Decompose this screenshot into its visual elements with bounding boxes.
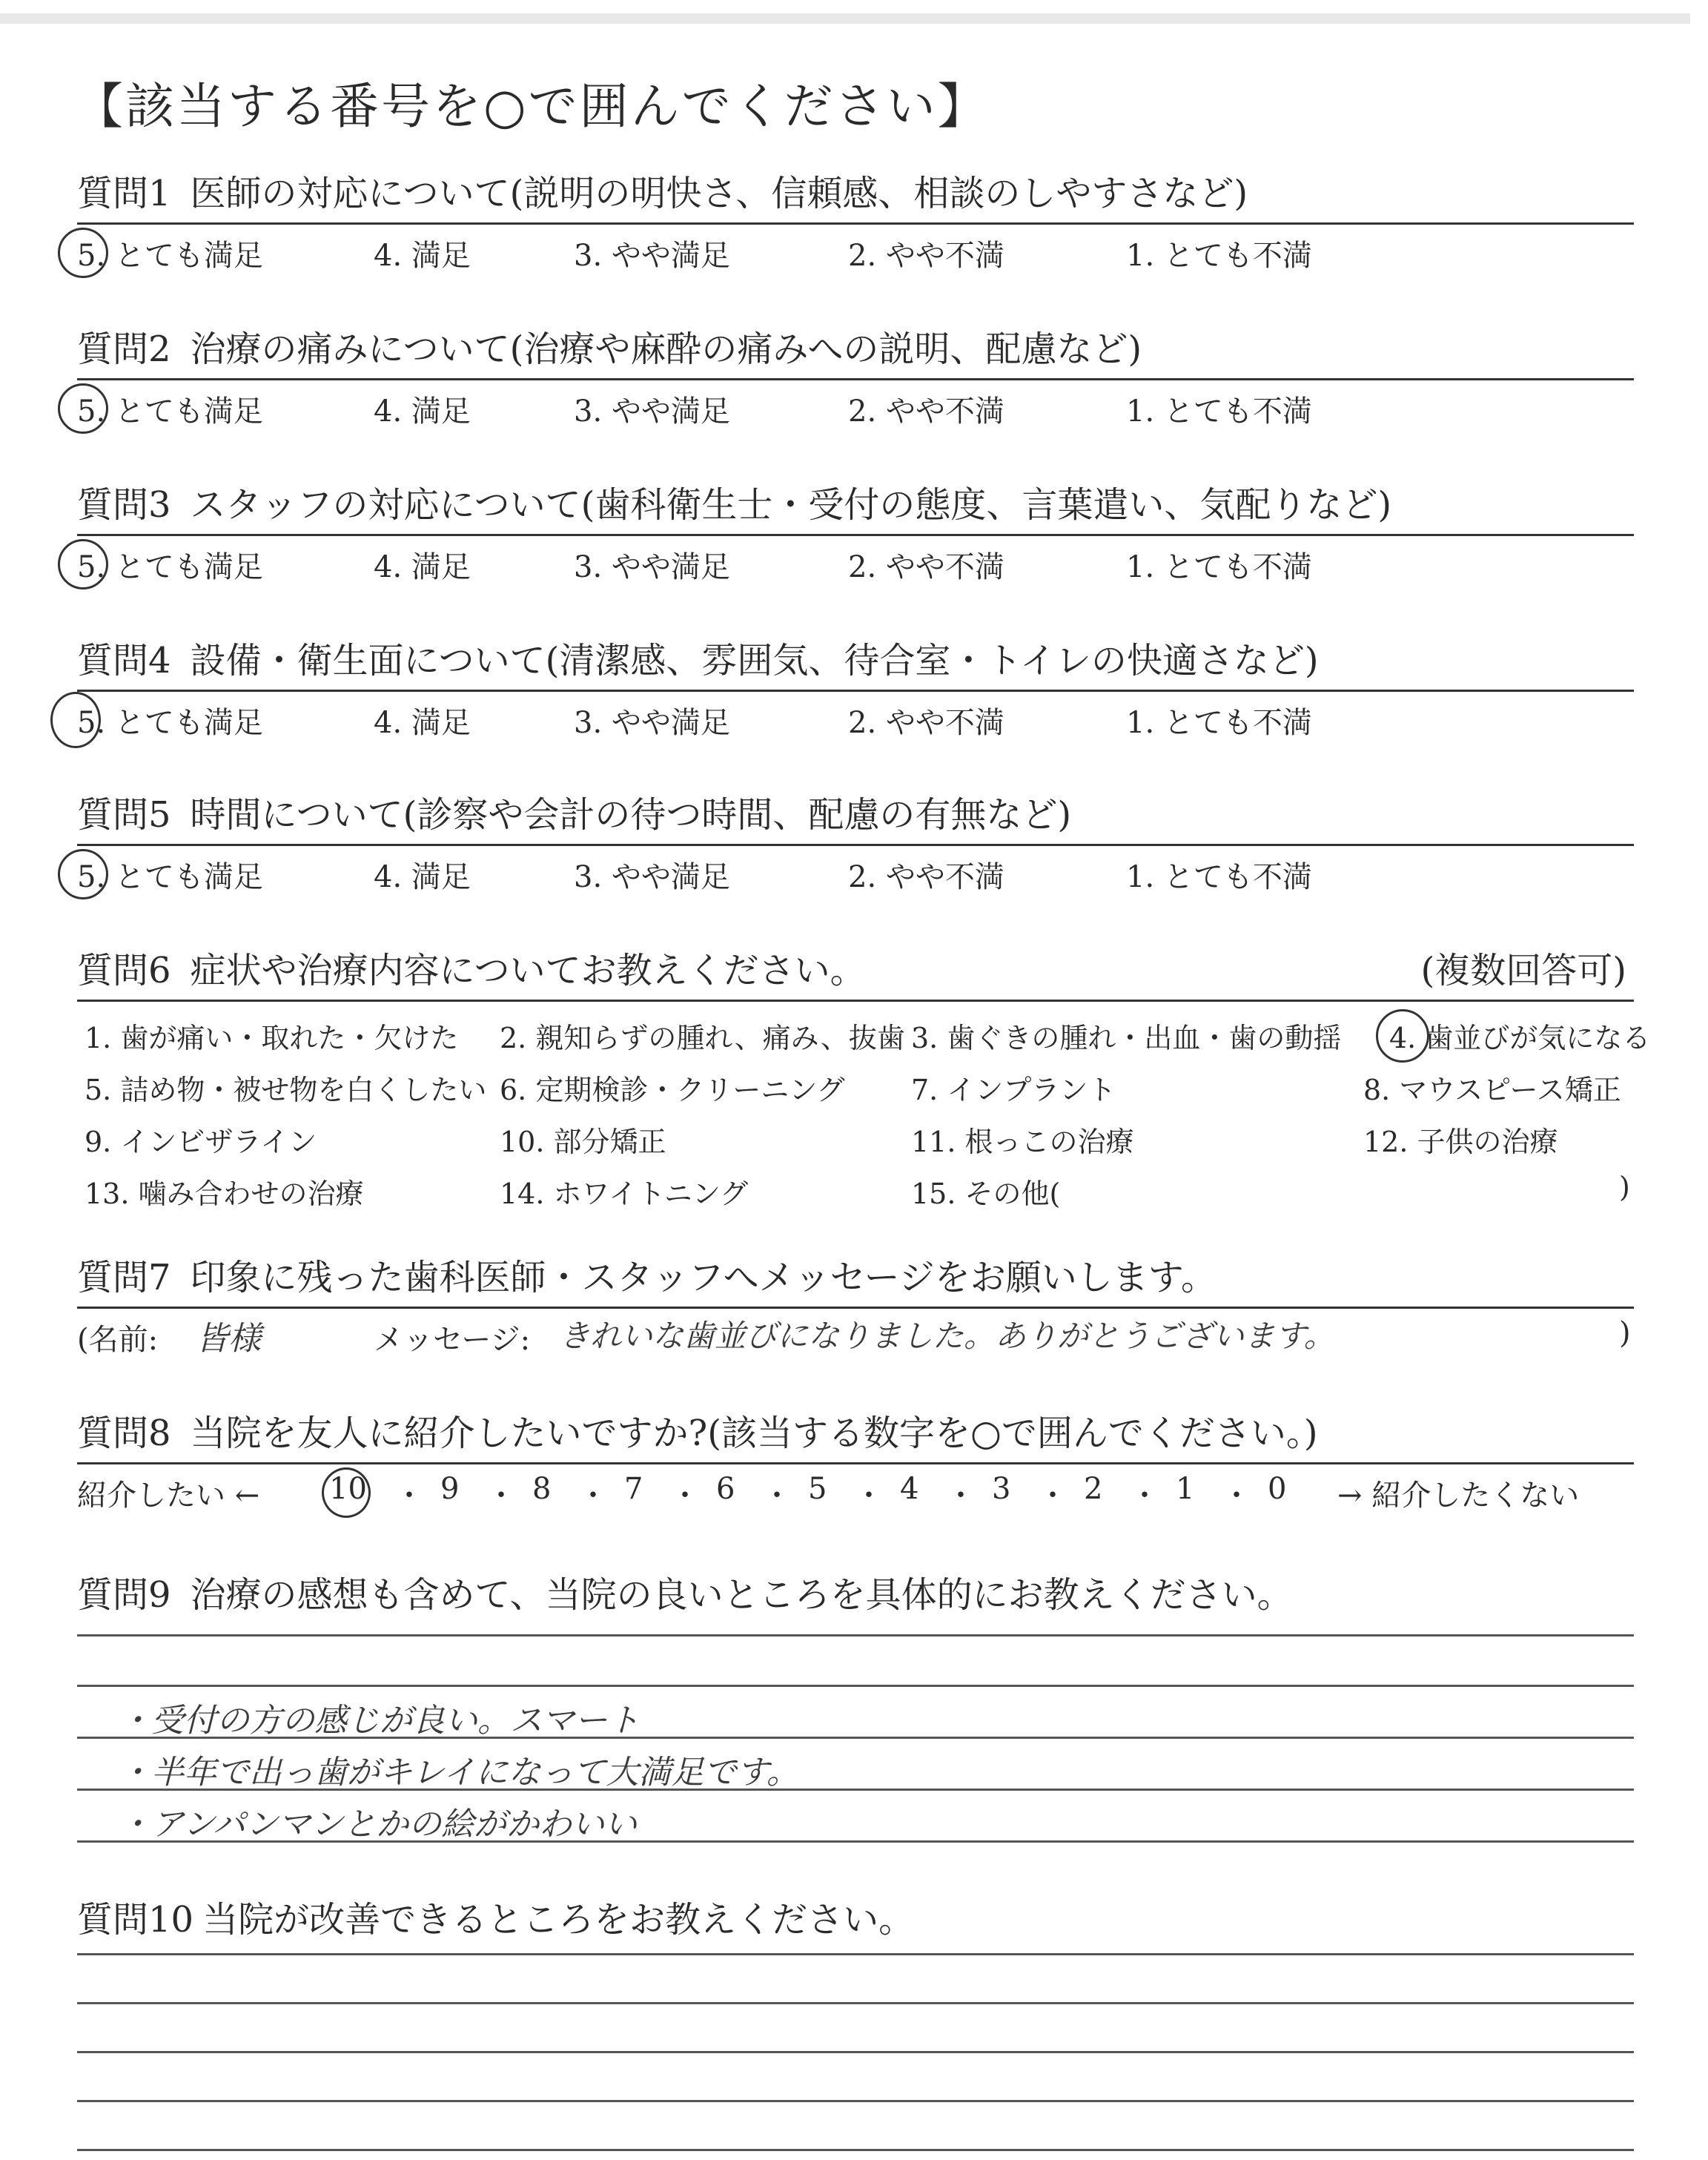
scale-dot: ・ [1038,1479,1068,1513]
question-5 [77,790,1634,894]
handwritten-answer[interactable]: ・受付の方の感じが良い。スマート [119,1702,640,1740]
symptom-option-other[interactable]: 15. その他( [911,1178,1061,1210]
scale-value-6[interactable]: 6 [716,1472,735,1506]
name-value[interactable]: 皆様 [196,1320,261,1358]
rating-option-1[interactable]: 1. とても不満 [1126,706,1312,740]
name-label: (名前: [77,1323,159,1357]
recommend-scale [77,1464,1634,1516]
rating-options [77,380,1634,429]
handwritten-answer[interactable]: ・アンパンマンとかの絵がかわいい [119,1806,638,1843]
message-value[interactable]: きれいな歯並びになりました。ありがとうございます。 [559,1318,1335,1354]
question-1 [77,169,1634,273]
rating-options [77,536,1634,584]
symptom-option[interactable]: 14. ホワイトニング [500,1178,749,1210]
question-9 [77,1571,1634,1619]
symptom-option[interactable]: 8. マウスピース矯正 [1363,1074,1621,1106]
message-row [77,1309,1634,1361]
rating-option-2[interactable]: 2. やや不満 [848,239,1004,273]
question-3 [77,480,1634,584]
scale-value-0[interactable]: 0 [1268,1472,1287,1506]
rating-options [77,225,1634,273]
scale-dot: ・ [946,1479,976,1513]
message-label: メッセージ: [374,1323,531,1357]
rating-option-2[interactable]: 2. やや不満 [848,706,1004,740]
rating-option-1[interactable]: 1. とても不満 [1126,239,1312,273]
scale-dot: ・ [1222,1479,1251,1513]
question-title: 時間について(診察や会計の待つ時間、配慮の有無など) [190,794,1072,836]
scale-value-8[interactable]: 8 [532,1472,552,1506]
question-2 [77,325,1634,429]
question-number: 質問2 [77,328,171,370]
scale-dot: ・ [670,1479,700,1513]
answer-line [77,2051,1634,2053]
symptom-options [77,1002,1651,1217]
selection-circle [58,228,108,278]
question-title: 治療の感想も含めて、当院の良いところを具体的にお教えください。 [190,1574,1293,1616]
rating-options [77,692,1634,740]
question-title: スタッフの対応について(歯科衛生士・受付の態度、言葉遣い、気配りなど) [190,484,1392,526]
question-title: 当院が改善できるところをお教えください。 [202,1899,915,1941]
scale-dot: ・ [578,1479,608,1513]
rating-option-1[interactable]: 1. とても不満 [1126,394,1312,429]
selection-circle [58,849,108,899]
answer-line [77,2100,1634,2102]
handwritten-answer[interactable]: ・半年で出っ歯がキレイになって大満足です。 [119,1754,799,1791]
question-7 [77,1253,1634,1361]
scan-top-edge [0,13,1690,24]
symptom-option[interactable]: 5. 詰め物・被せ物を白くしたい [85,1074,487,1106]
rating-option-4[interactable]: 4. 満足 [374,706,471,740]
other-close-paren: ) [1619,1171,1630,1203]
scale-left-label: 紹介したい ← [77,1479,260,1513]
answer-line [77,1634,1634,1636]
rating-option-4[interactable]: 4. 満足 [374,239,471,273]
rating-option-5[interactable]: 5. とても満足 [77,394,263,429]
form-header: 【該当する番号を○で囲んでください】 [74,78,989,135]
rating-option-4[interactable]: 4. 満足 [374,550,471,584]
scale-dot: ・ [486,1479,516,1513]
rating-option-2[interactable]: 2. やや不満 [848,860,1004,894]
rating-option-1[interactable]: 1. とても不満 [1126,550,1312,584]
rating-option-2[interactable]: 2. やや不満 [848,550,1004,584]
question-number: 質問1 [77,173,171,214]
question-4 [77,636,1634,740]
rating-option-3[interactable]: 3. やや満足 [574,860,730,894]
rating-option-5[interactable]: 5. とても満足 [77,550,263,584]
question-title: 当院を友人に紹介したいですか?(該当する数字を○で囲んでください。) [190,1413,1318,1454]
symptom-option[interactable]: 4. 歯並びが気になる [1389,1022,1651,1054]
symptom-option[interactable]: 1. 歯が痛い・取れた・欠けた [85,1022,459,1054]
scale-value-1[interactable]: 1 [1176,1472,1195,1506]
answer-line [77,1953,1634,1955]
answer-line [77,1685,1634,1687]
symptom-option[interactable]: 9. インビザライン [85,1126,317,1158]
scale-value-10[interactable]: 10 [329,1472,367,1506]
symptom-option[interactable]: 7. インプラント [911,1074,1116,1106]
selection-circle [50,692,101,748]
rating-option-3[interactable]: 3. やや満足 [574,239,730,273]
symptom-option[interactable]: 11. 根っこの治療 [911,1126,1134,1158]
multiple-answer-note: (複数回答可) [1420,950,1626,991]
question-10 [77,1895,1634,1944]
rating-option-3[interactable]: 3. やや満足 [574,550,730,584]
question-title: 設備・衛生面について(清潔感、雰囲気、待合室・トイレの快適さなど) [190,640,1319,681]
question-title: 症状や治療内容についてお教えください。 [190,950,866,991]
rating-option-3[interactable]: 3. やや満足 [574,394,730,429]
scale-value-5[interactable]: 5 [808,1472,827,1506]
scale-dot: ・ [1130,1479,1159,1513]
scale-value-4[interactable]: 4 [900,1472,919,1506]
rating-option-5[interactable]: 5. とても満足 [77,706,263,740]
rating-option-3[interactable]: 3. やや満足 [574,706,730,740]
scale-value-7[interactable]: 7 [624,1472,643,1506]
question-number: 質問10 [77,1899,194,1941]
rating-option-5[interactable]: 5. とても満足 [77,239,263,273]
scale-right-label: → 紹介したくない [1337,1479,1580,1513]
symptom-option[interactable]: 10. 部分矯正 [500,1126,666,1158]
symptom-option[interactable]: 13. 噛み合わせの治療 [85,1178,364,1210]
question-number: 質問3 [77,484,171,526]
symptom-option[interactable]: 3. 歯ぐきの腫れ・出血・歯の動揺 [911,1022,1342,1054]
rating-option-4[interactable]: 4. 満足 [374,394,471,429]
rating-options [77,846,1634,894]
question-number: 質問7 [77,1257,171,1298]
symptom-option[interactable]: 6. 定期検診・クリーニング [500,1074,845,1106]
scale-value-9[interactable]: 9 [440,1472,460,1506]
rating-option-1[interactable]: 1. とても不満 [1126,860,1312,894]
selection-circle [322,1467,371,1518]
selection-circle [58,383,108,434]
rating-option-2[interactable]: 2. やや不満 [848,394,1004,429]
scale-value-2[interactable]: 2 [1084,1472,1103,1506]
question-title: 治療の痛みについて(治療や麻酔の痛みへの説明、配慮など) [190,328,1142,370]
question-8 [77,1409,1634,1516]
question-title: 印象に残った歯科医師・スタッフへメッセージをお願いします。 [190,1257,1217,1298]
question-number: 質問6 [77,950,171,991]
message-close-paren: ) [1619,1316,1631,1350]
answer-line [77,2002,1634,2004]
selection-circle [58,539,108,589]
symptom-option[interactable]: 12. 子供の治療 [1363,1126,1558,1158]
question-number: 質問4 [77,640,171,681]
selection-circle [1376,1009,1429,1063]
scale-dot: ・ [394,1479,424,1513]
question-number: 質問9 [77,1574,171,1616]
question-title: 医師の対応について(説明の明快さ、信頼感、相談のしやすさなど) [190,173,1248,214]
question-6 [77,946,1651,1217]
scale-dot: ・ [762,1479,792,1513]
rating-option-4[interactable]: 4. 満足 [374,860,471,894]
question-number: 質問5 [77,794,171,836]
scale-value-3[interactable]: 3 [992,1472,1011,1506]
answer-line [77,2149,1634,2151]
scale-dot: ・ [854,1479,884,1513]
symptom-option[interactable]: 2. 親知らずの腫れ、痛み、抜歯 [500,1022,905,1054]
rating-option-5[interactable]: 5. とても満足 [77,860,263,894]
question-number: 質問8 [77,1413,171,1454]
